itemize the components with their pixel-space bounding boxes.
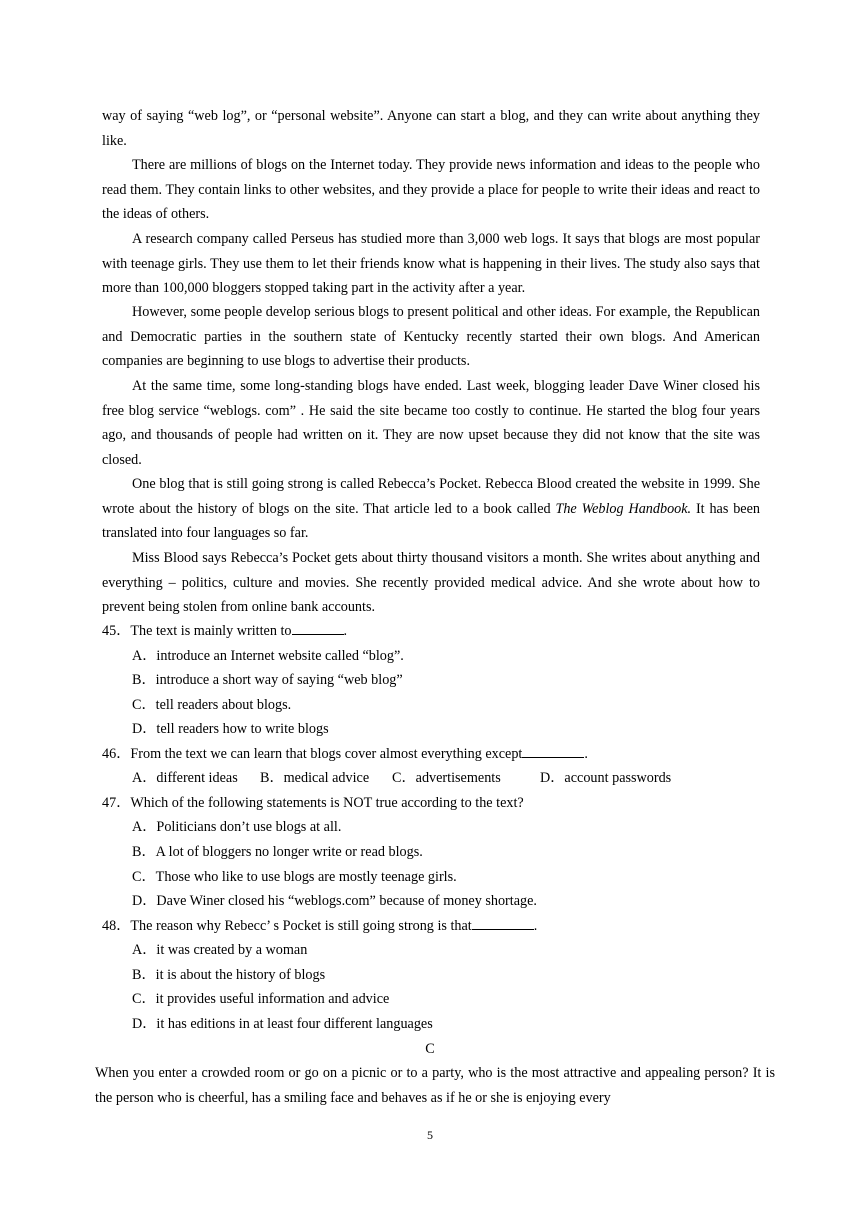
- section-c-paragraph: When you enter a crowded room or go on a picnic or to a party, who is the most attractive and appealing person? It is the person who is cheerful, has a smiling face and behaves as if he or she is enjoying every: [95, 1065, 775, 1106]
- option-45-c: C．tell readers about blogs.: [132, 697, 292, 713]
- option-48-b: B．it is about the history of blogs: [132, 967, 326, 983]
- page-number: 5: [427, 1128, 433, 1142]
- option-45-a: A．introduce an Internet website called “blog”.: [132, 648, 404, 664]
- answer-blank: [292, 620, 344, 635]
- answer-blank: [522, 743, 584, 758]
- question-48: 48．The reason why Rebecc’ s Pocket is still going strong is that .: [102, 914, 762, 939]
- option-45-d: D．tell readers how to write blogs: [132, 721, 329, 737]
- book-title: The Weblog Handbook.: [555, 500, 692, 517]
- option-48-c: C．it provides useful information and advice: [132, 991, 390, 1007]
- option-46-d: D．account passwords: [540, 770, 672, 786]
- question-45: 45．The text is mainly written to .: [102, 619, 762, 644]
- option-47-d: D．Dave Winer closed his “weblogs.com” because of money shortage.: [132, 893, 537, 909]
- passage-paragraph-6: Miss Blood says Rebecca’s Pocket gets about thirty thousand visitors a month. She writes about anything and everything – politics, culture and movies. She recently provided medical advice. And she wrote about how to prevent being stolen from online bank accounts.: [102, 550, 760, 615]
- passage-paragraph-0: way of saying “web log”, or “personal website”. Anyone can start a blog, and they can write about anything they like.: [102, 108, 760, 149]
- option-48-a: A．it was created by a woman: [132, 942, 308, 958]
- section-heading-c: C: [425, 1041, 435, 1057]
- passage-paragraph-2: A research company called Perseus has studied more than 3,000 web logs. It says that blogs are most popular with teenage girls. They use them to let their friends know what is happening in their lives. The study also says that more than 100,000 bloggers stopped taking part in the activity after a year.: [102, 231, 760, 296]
- option-47-c: C．Those who like to use blogs are mostly teenage girls.: [132, 869, 457, 885]
- question-46: 46．From the text we can learn that blogs cover almost everything except .: [102, 742, 762, 767]
- option-46-a: A．different ideas: [132, 770, 238, 786]
- option-47-b: B．A lot of bloggers no longer write or read blogs.: [132, 844, 423, 860]
- passage-paragraph-4: At the same time, some long-standing blogs have ended. Last week, blogging leader Dave Winer closed his free blog service “weblogs. com” . He said the site became too costly to continue. He started the blog four years ago, and thousands of people had written on it. They are now upset because they did not know that the site was closed.: [102, 378, 760, 468]
- question-47: 47．Which of the following statements is NOT true according to the text?: [102, 795, 524, 811]
- answer-blank: [472, 915, 534, 930]
- option-47-a: A．Politicians don’t use blogs at all.: [132, 819, 342, 835]
- passage-paragraph-5: One blog that is still going strong is called Rebecca’s Pocket. Rebecca Blood created the website in 1999. She wrote about the history of blogs on the site. That article led to a book called The Weblog Handbook. It has been translated into four languages so far.: [102, 476, 760, 541]
- option-48-d: D．it has editions in at least four different languages: [132, 1016, 433, 1032]
- passage-paragraph-3: However, some people develop serious blogs to present political and other ideas. For example, the Republican and Democratic parties in the southern state of Kentucky recently started their own blogs. And American companies are beginning to use blogs to advertise their products.: [102, 304, 760, 369]
- passage-paragraph-1: There are millions of blogs on the Internet today. They provide news information and ideas to the people who read them. They contain links to other websites, and they provide a place for people to write their ideas and react to the ideas of others.: [102, 157, 760, 222]
- option-45-b: B．introduce a short way of saying “web blog”: [132, 672, 403, 688]
- option-46-b: B．medical advice: [260, 770, 370, 786]
- option-46-c: C．advertisements: [392, 770, 501, 786]
